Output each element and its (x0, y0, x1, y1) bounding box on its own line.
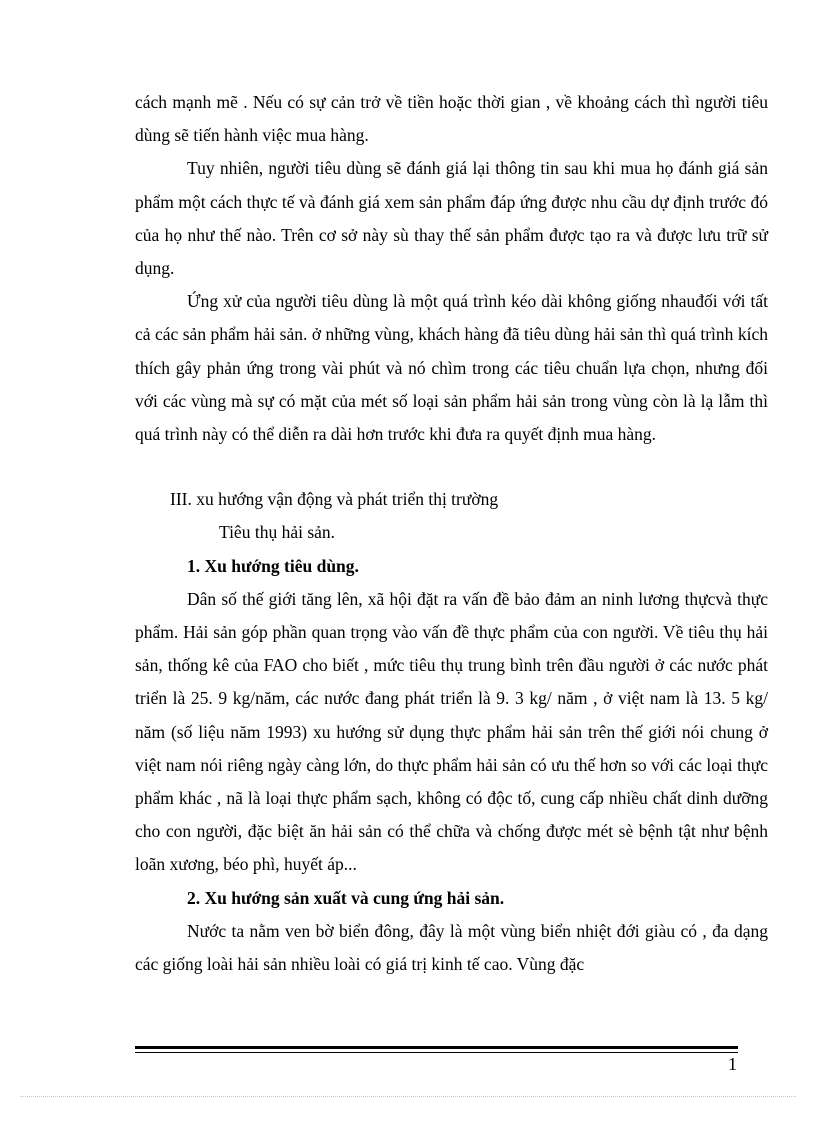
section-subheading: Tiêu thụ hải sản. (219, 522, 336, 543)
paragraph-consumer-behavior: Ứng xử của người tiêu dùng là một quá trình kéo dài không giống nhauđối với tất cả các sản phẩm hải sản. ở những vùng, khách hàng đã tiêu dùng hải sản thì quá trình kích thích gây phản ứng trong vài phút và nó chìm trong các tiêu chuẩn lựa chọn, nhưng đối với các vùng mà sự có mặt của mét số loại sản phẩm hải sản trong vùng còn là lạ lẫm thì quá trình này có thể diễn ra dài hơn trước khi đưa ra quyết định mua hàng. (135, 291, 768, 445)
page-number: 1 (728, 1054, 737, 1074)
heading-production-trend: 2. Xu hướng sản xuất và cung ứng hải sản. (187, 887, 505, 908)
body-text (135, 86, 768, 981)
section-heading: III. xu hướng vận động và phát triển thị trường (170, 489, 499, 510)
paragraph-consumption-trend: Dân số thế giới tăng lên, xã hội đặt ra vấn đề bảo đảm an ninh lương thựcvà thực phẩm. Hải sản góp phần quan trọng vào vấn đề thực phẩm của con người. Về tiêu thụ hải sản, thống kê của FAO cho biết , mức tiêu thụ trung bình trên đầu người ở các nước phát triển là 25. 9 kg/năm, các nước đang phát triển là 9. 3 kg/ năm , ở việt nam là 13. 5 kg/ năm (số liệu năm 1993) xu hướng sử dụng thực phẩm hải sản trên thế giới nói chung ở việt nam nói riêng ngày càng lớn, do thực phẩm hải sản có ưu thế hơn so với các loại thực phẩm khác , nã là loại thực phẩm sạch, không có độc tố, cung cấp nhiều chất dinh dưỡng cho con người, đặc biệt ăn hải sản có thể chữa và chống được mét sè bệnh tật như bệnh loãn xương, béo phì, huyết áp... (135, 588, 768, 875)
footer-rule-thin (135, 1052, 738, 1053)
footer-rule-thick (135, 1046, 738, 1049)
paragraph-evaluation: Tuy nhiên, người tiêu dùng sẽ đánh giá lại thông tin sau khi mua họ đánh giá sản phẩm một cách thực tế và đánh giá xem sản phẩm đáp ứng được nhu cầu dự định trước đó của họ như thế nào. Trên cơ sở này sù thay thế sản phẩm được tạo ra và được lưu trữ sử dụng. (135, 158, 768, 279)
paragraph-production-trend: Nước ta nằm ven bờ biển đông, đây là một vùng biển nhiệt đới giàu có , đa dạng các giống loài hải sản nhiều loài có giá trị kinh tế cao. Vùng đặc (135, 920, 768, 975)
paragraph-continuation: cách mạnh mẽ . Nếu có sự cản trở về tiền hoặc thời gian , về khoảng cách thì người tiêu dùng sẽ tiến hành việc mua hàng. (135, 92, 768, 146)
heading-consumption-trend: 1. Xu hướng tiêu dùng. (187, 555, 359, 576)
page-bottom-edge (20, 1096, 796, 1097)
section-spacer (135, 451, 768, 483)
